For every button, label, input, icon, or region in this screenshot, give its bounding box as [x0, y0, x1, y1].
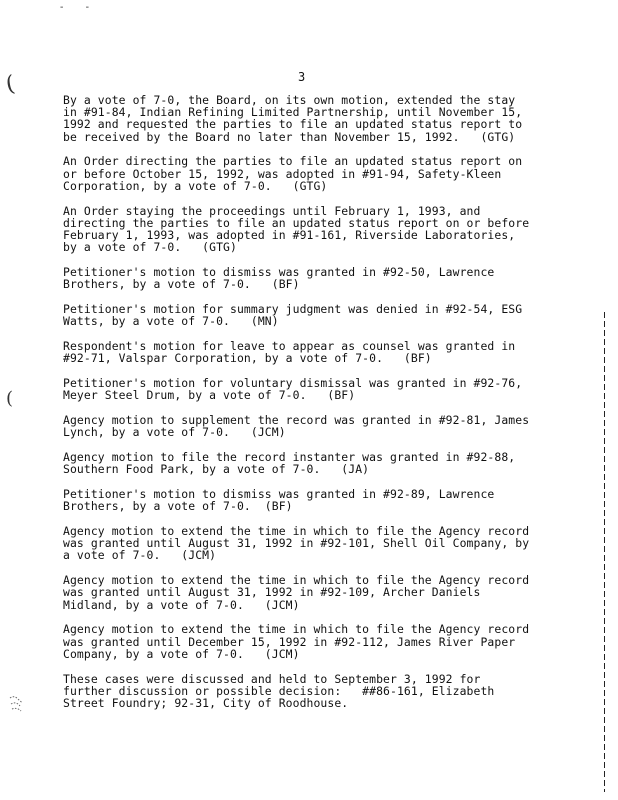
- paragraph-held-cases: These cases were discussed and held to September 3, 1992 for further discussion or possible decision: ##86-161, Elizabeth Street Foundry; 92-31, City of Roodhouse.: [63, 671, 495, 711]
- paragraph-archer-daniels-midland: Agency motion to extend the time in which to file the Agency record was granted until August 31, 1992 in #92-109, Archer Daniels Midland, by a vote of 7-0. (JCM): [63, 573, 530, 612]
- paragraph-southern-food-park: Agency motion to file the record instanter was granted in #92-88, Southern Food Park, by a vote of 7-0. (JA): [63, 450, 516, 477]
- paragraph-riverside-laboratories: An Order staying the proceedings until February 1, 1993, and directing the parties to file an updated status report on or before February 1, 1993, was adopted in #91-161, Riverside Laboratories, by a vote of 7-0. (GTG): [63, 203, 530, 255]
- scan-mark-left-1: (: [3, 71, 17, 98]
- paragraph-james-lynch: Agency motion to supplement the record was granted in #92-81, James Lynch, by a vote of 7-0. (JCM): [63, 413, 530, 440]
- paragraph-valspar: Respondent's motion for leave to appear as counsel was granted in #92-71, Valspar Corporation, by a vote of 7-0. (BF): [63, 339, 516, 366]
- scan-mark-left-2: (: [6, 388, 14, 409]
- minutes-body: [63, 94, 543, 722]
- paragraph-indian-refining: By a vote of 7-0, the Board, on its own motion, extended the stay in #91-84, Indian Refining Limited Partnership, until November 15, 1992 and requested the parties to file an updated status report to be received by the Board no later than November 15, 1992. (GTG): [63, 93, 523, 144]
- paragraph-esg-watts: Petitioner's motion for summary judgment was denied in #92-54, ESG Watts, by a vote of 7-0. (MN): [63, 302, 523, 329]
- scan-scribble: [8, 694, 24, 714]
- paragraph-lawrence-brothers-92-89: Petitioner's motion to dismiss was granted in #92-89, Lawrence Brothers, by a vote of 7-0. (BF): [63, 487, 495, 514]
- paragraph-safety-kleen: An Order directing the parties to file an updated status report on or before October 15, 1992, was adopted in #91-94, Safety-Kleen Corporation, by a vote of 7-0. (GTG): [63, 154, 523, 193]
- scan-margin-line: [604, 312, 605, 792]
- page-number: 3: [298, 70, 306, 84]
- paragraph-lawrence-brothers-92-50: Petitioner's motion to dismiss was granted in #92-50, Lawrence Brothers, by a vote of 7-0. (BF): [63, 265, 495, 292]
- paragraph-james-river-paper: Agency motion to extend the time in which to file the Agency record was granted until December 15, 1992 in #92-112, James River Paper Company, by a vote of 7-0. (JCM): [63, 622, 530, 661]
- paragraph-shell-oil: Agency motion to extend the time in which to file the Agency record was granted until August 31, 1992 in #92-101, Shell Oil Company, by a vote of 7-0. (JCM): [63, 524, 530, 563]
- scan-mark-top: - -: [60, 2, 90, 13]
- paragraph-meyer-steel-drum: Petitioner's motion for voluntary dismissal was granted in #92-76, Meyer Steel Drum, by a vote of 7-0. (BF): [63, 376, 523, 403]
